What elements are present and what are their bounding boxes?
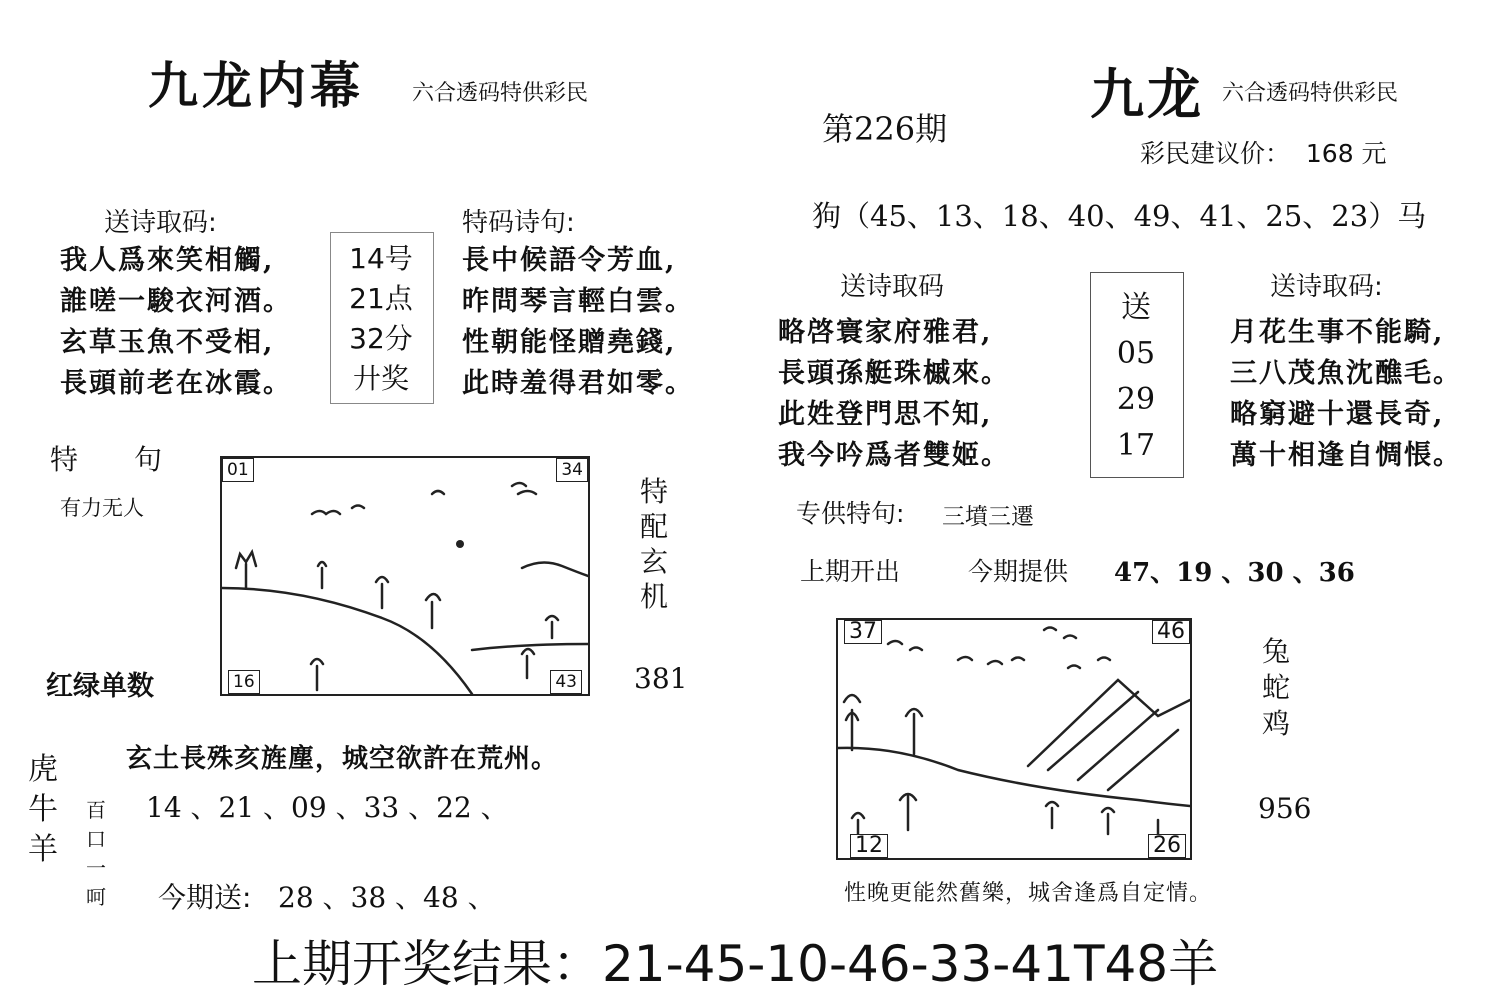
side-char: 机: [640, 580, 669, 613]
right-today-numbers: 47、19 、30 、36: [1114, 558, 1355, 588]
right-side-number: 956: [1258, 792, 1312, 825]
left-poem2: [462, 240, 694, 404]
poem-line: 略啓寰家府雅君,: [778, 317, 993, 348]
corner-br: 43: [550, 670, 582, 694]
left-subtitle: 六合透码特供彩民: [412, 81, 589, 106]
right-picture: [836, 618, 1192, 860]
corner-bl: 12: [850, 834, 888, 858]
right-poem2: [1230, 312, 1462, 476]
side-char: 玄: [640, 545, 669, 578]
right-center-box: [1090, 272, 1184, 478]
poem-line: 此姓登門思不知,: [778, 399, 993, 430]
center-box-line: 17: [1116, 428, 1156, 463]
side-char: 特: [640, 475, 669, 508]
left-numbers: 14 、21 、09 、33 、22 、: [146, 791, 509, 824]
center-box-line: 21点: [349, 282, 413, 315]
corner-tl: 37: [844, 620, 882, 644]
poem-line: 三八茂魚沈醮毛。: [1230, 358, 1462, 389]
right-poem1: [778, 312, 1010, 476]
poem-line: 性朝能怪贈堯錢,: [462, 327, 677, 358]
landscape-drawing: [222, 458, 588, 694]
right-verse: 性晚更能然舊樂，城舍逢爲自定情。: [844, 881, 1213, 906]
right-poem2-heading: 送诗取码:: [1270, 272, 1383, 302]
center-box-line: 14号: [349, 242, 413, 275]
poem-line: 略窮避十還長奇,: [1230, 399, 1445, 430]
side-char: 蛇: [1262, 671, 1291, 704]
footer-result: 上期开奖结果：21-45-10-46-33-41T48羊: [252, 935, 1219, 993]
left-side-number: 381: [634, 662, 688, 695]
left-today-numbers: 28 、38 、48 、: [278, 881, 496, 914]
right-title: 九龙: [1090, 63, 1204, 126]
corner-br: 26: [1148, 834, 1186, 858]
poem-line: 昨問琴言輕白雲。: [462, 286, 694, 317]
poem-line: 長頭前老在冰霞。: [60, 368, 292, 399]
small-char: 百: [86, 798, 106, 822]
side-char: 兔: [1262, 635, 1291, 668]
corner-tr: 34: [556, 458, 588, 482]
right-numbers-line: 狗（45、13、18、40、49、41、25、23）马: [812, 199, 1427, 233]
side-char: 配: [640, 510, 669, 543]
left-side-vertical: [640, 474, 668, 614]
left-special-text: 有力无人: [60, 496, 144, 520]
left-small-vertical: [86, 796, 106, 912]
small-char: 一: [86, 856, 106, 880]
right-poem1-heading: 送诗取码: [840, 272, 945, 302]
right-last-label: 上期开出: [800, 557, 901, 586]
corner-bl: 16: [228, 670, 260, 694]
poem-line: 誰嗟一駿衣河酒。: [60, 286, 292, 317]
left-today-label: 今期送:: [158, 881, 252, 914]
side-char: 鸡: [1262, 707, 1291, 740]
poem-line: 我今吟爲者雙姬。: [778, 440, 1010, 471]
left-picture: [220, 456, 590, 696]
left-poem1-heading: 送诗取码:: [104, 208, 217, 238]
right-subtitle: 六合透码特供彩民: [1222, 81, 1399, 106]
poem-line: 我人爲來笑相觸,: [60, 245, 275, 276]
right-side-vertical: [1262, 634, 1290, 742]
left-poem1: [60, 240, 292, 404]
zodiac-char: 虎: [28, 752, 58, 787]
small-char: 呵: [86, 885, 106, 909]
poem-line: 萬十相逢自惆悵。: [1230, 440, 1462, 471]
landscape-drawing: [838, 620, 1190, 858]
poem-line: 此時羞得君如零。: [462, 368, 694, 399]
poem-line: 月花生事不能騎,: [1230, 317, 1445, 348]
left-verse: 玄土長殊亥旌塵，城空欲許在荒州。: [126, 744, 559, 774]
right-price: 彩民建议价： 168 元: [1140, 139, 1387, 168]
small-char: 口: [86, 827, 106, 851]
center-box-line: 29: [1116, 382, 1156, 417]
poem-line: 長中候語令芳血,: [462, 245, 677, 276]
poem-line: 玄草玉魚不受相,: [60, 327, 275, 358]
center-box-line: 32分: [349, 322, 413, 355]
left-zodiac-vertical: [28, 750, 58, 870]
left-poem2-heading: 特码诗句:: [462, 208, 575, 238]
right-issue: 第226期: [822, 110, 948, 148]
corner-tr: 46: [1152, 620, 1190, 644]
center-box-line: 05: [1116, 336, 1156, 371]
left-redgreen: 红绿单数: [46, 671, 154, 702]
zodiac-char: 牛: [28, 792, 58, 827]
right-special-label: 专供特句:: [796, 499, 905, 528]
poem-line: 長頭孫艇珠槭來。: [778, 358, 1010, 389]
corner-tl: 01: [222, 458, 254, 482]
center-box-line: 送: [1121, 290, 1151, 325]
center-box-line: 廾奖: [352, 362, 409, 395]
zodiac-char: 羊: [28, 832, 58, 867]
left-special-heading: 特 句: [50, 443, 163, 476]
left-title: 九龙内幕: [148, 57, 364, 115]
right-today-label: 今期提供: [968, 557, 1069, 586]
left-center-box: [330, 232, 434, 404]
right-special-text: 三墳三遷: [942, 504, 1034, 530]
